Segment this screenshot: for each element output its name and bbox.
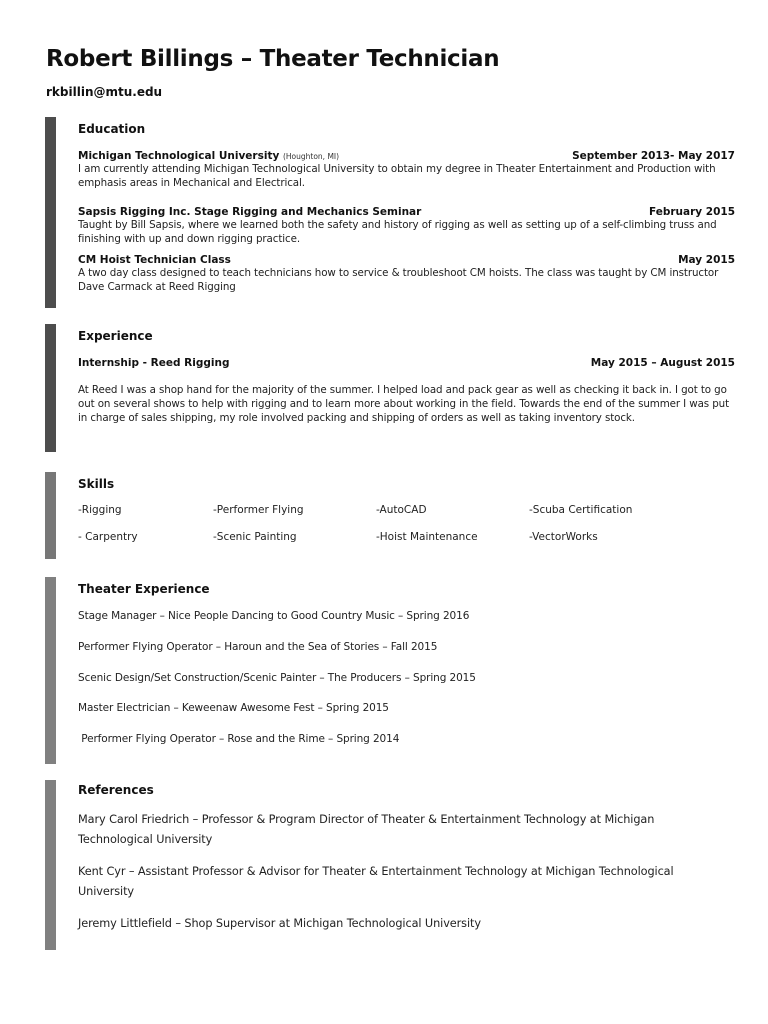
education-section — [45, 117, 735, 308]
theater-item: Master Electrician – Keweenaw Awesome Fest – Spring 2015 — [78, 702, 389, 714]
education-bar — [45, 117, 56, 308]
resume-name: Robert Billings – Theater Technician — [46, 46, 500, 72]
theater-section — [45, 577, 735, 764]
skill-item: -AutoCAD — [376, 504, 427, 516]
references-section — [45, 780, 735, 950]
reference-item: Mary Carol Friedrich – Professor & Program Director of Theater & Entertainment Technology at Michigan Technological University — [78, 813, 655, 846]
theater-bar — [45, 577, 56, 764]
education-title: Education — [78, 122, 146, 136]
reference-item: Jeremy Littlefield – Shop Supervisor at Michigan Technological University — [78, 917, 481, 930]
skill-item: -Rigging — [78, 504, 122, 516]
entry-title: Michigan Technological University (Houghton, MI) — [78, 150, 340, 162]
experience-title: Experience — [78, 329, 153, 343]
skill-item: -Hoist Maintenance — [376, 531, 478, 543]
experience-section — [45, 324, 735, 452]
entry-date: May 2015 – August 2015 — [590, 357, 735, 369]
entry-date: May 2015 — [678, 254, 735, 266]
experience-bar — [45, 324, 56, 452]
skill-item: -Performer Flying — [213, 504, 304, 516]
references-title: References — [78, 783, 154, 797]
entry-title: Internship - Reed Rigging — [78, 357, 230, 369]
education-entry — [78, 254, 735, 294]
skill-item: -Scuba Certification — [529, 504, 633, 516]
theater-item: Scenic Design/Set Construction/Scenic Painter – The Producers – Spring 2015 — [78, 672, 476, 684]
skills-section — [45, 472, 735, 559]
skills-title: Skills — [78, 477, 115, 491]
entry-location: (Houghton, MI) — [282, 152, 340, 161]
theater-item: Stage Manager – Nice People Dancing to Good Country Music – Spring 2016 — [78, 610, 470, 622]
references-bar — [45, 780, 56, 950]
education-entry — [78, 206, 735, 246]
theater-item: Performer Flying Operator – Haroun and the Sea of Stories – Fall 2015 — [78, 641, 438, 653]
skills-bar — [45, 472, 56, 559]
skill-item: -Scenic Painting — [213, 531, 297, 543]
theater-item: Performer Flying Operator – Rose and the Rime – Spring 2014 — [78, 733, 400, 745]
entry-title: Sapsis Rigging Inc. Stage Rigging and Mechanics Seminar — [78, 206, 422, 218]
reference-item: Kent Cyr – Assistant Professor & Advisor for Theater & Entertainment Technology at Michigan Technological University — [78, 865, 674, 898]
entry-description: I am currently attending Michigan Technological University to obtain my degree in Theater Entertainment and Production with emphasis areas in Mechanical and Electrical. — [78, 163, 716, 189]
theater-title: Theater Experience — [78, 582, 210, 596]
entry-description: At Reed I was a shop hand for the majority of the summer. I helped load and pack gear as well as checking it back in. I got to go out on several shows to help with rigging and to learn more about working in the field. Towards the end of the summer I was put in charge of sales shipping, my role involved packing and shipping of orders as well as taking inventory stock. — [78, 384, 730, 424]
entry-description: Taught by Bill Sapsis, where we learned both the safety and history of rigging as well as setting up of a self-climbing truss and finishing with up and down rigging practice. — [78, 219, 717, 245]
entry-date: September 2013- May 2017 — [572, 150, 735, 162]
education-entry — [78, 150, 735, 190]
skill-item: -VectorWorks — [529, 531, 598, 543]
entry-description: A two day class designed to teach technicians how to service & troubleshoot CM hoists. The class was taught by CM instructor Dave Carmack at Reed Rigging — [78, 267, 719, 293]
experience-entry — [78, 357, 735, 425]
entry-date: February 2015 — [648, 206, 735, 218]
resume-email: rkbillin@mtu.edu — [46, 85, 163, 99]
entry-title: CM Hoist Technician Class — [78, 254, 231, 266]
skill-item: - Carpentry — [78, 531, 138, 543]
